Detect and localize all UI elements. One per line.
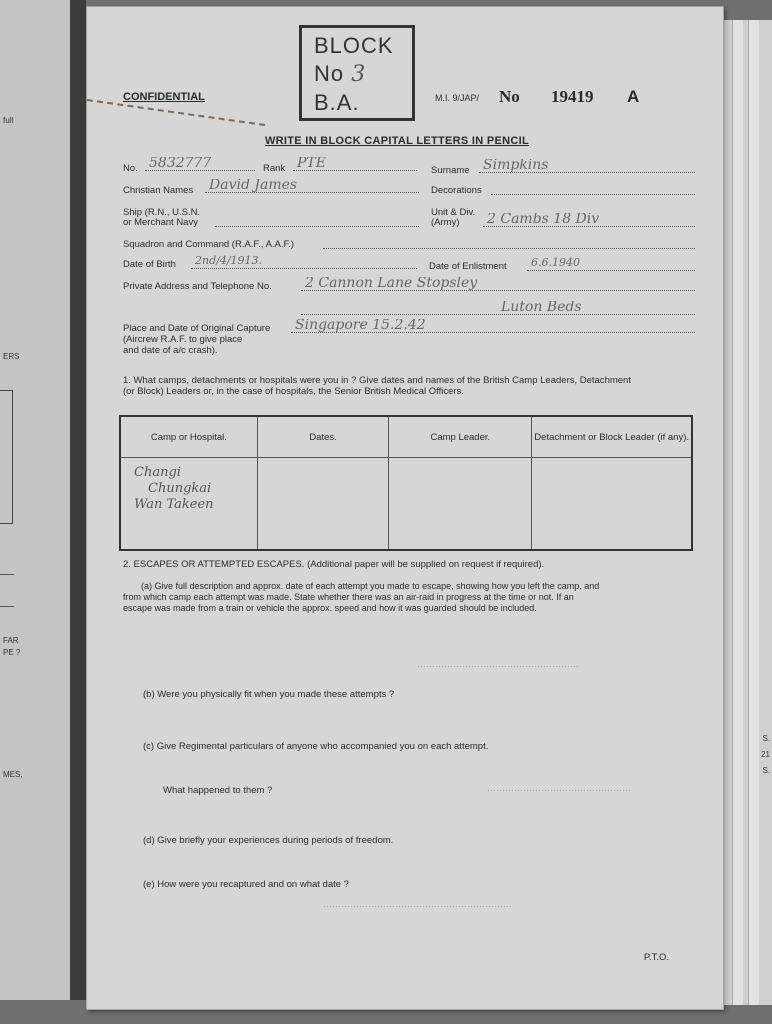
unit-label-2: (Army) <box>431 217 460 228</box>
decorations-field[interactable] <box>491 181 695 195</box>
page-edge <box>748 20 759 1005</box>
series-letter: A <box>627 87 640 106</box>
confidential-label: CONFIDENTIAL <box>123 91 205 103</box>
rank-label: Rank <box>263 163 286 174</box>
ship-label: Ship (R.N., U.S.N. <box>123 207 201 218</box>
right-page-fragment: S. <box>762 734 770 743</box>
date-of-birth-field[interactable]: 2nd/4/1913. <box>191 255 417 269</box>
address-field[interactable]: 2 Cannon Lane Stopsley <box>301 277 695 291</box>
column-block-leader: Detachment or Block Leader (if any). <box>532 416 692 458</box>
question-2d-text: (d) Give briefly your experiences during periods of freedom. <box>143 835 394 846</box>
enlistment-date-label: Date of Enlistment <box>429 261 507 272</box>
question-2a-text-2: from which camp each attempt was made. State whether there was an air-raid in progress at the time or not. If an <box>123 592 574 602</box>
christian-names-field[interactable]: David James <box>205 179 419 193</box>
left-page-fragment: PE ? <box>3 648 21 657</box>
capture-field[interactable]: Singapore 15.2.42 <box>291 319 695 333</box>
left-page-fragment: MES, <box>3 770 23 779</box>
question-2c-sub-text: What happened to them ? <box>163 785 273 796</box>
left-page-fragment: full <box>3 116 14 125</box>
camps-table-header <box>120 416 692 458</box>
surname-field[interactable]: Simpkins <box>479 159 695 173</box>
stamp-line-number: No 3 <box>314 61 367 87</box>
please-turn-over: P.T.O. <box>643 952 669 963</box>
left-page-fragment: FAR <box>3 636 19 645</box>
address-field-line-2[interactable]: Luton Beds <box>301 301 695 315</box>
camp-cell[interactable] <box>120 458 257 551</box>
column-dates: Dates. <box>257 416 389 458</box>
capture-label: Place and Date of Original Capture <box>123 323 271 334</box>
enlistment-date-field[interactable]: 6.6.1940 <box>527 257 695 271</box>
question-2e-text: (e) How were you recaptured and on what date ? <box>143 879 349 890</box>
ship-field[interactable] <box>215 213 419 227</box>
stamp-line-block: BLOCK <box>314 33 394 58</box>
stamp-handwritten-number: 3 <box>351 62 367 87</box>
service-number-label: No. <box>123 163 138 174</box>
service-number-field[interactable]: 5832777 <box>145 157 255 171</box>
form-number-label: No <box>499 87 520 106</box>
camp-entry: Wan Takeen <box>134 497 214 512</box>
bleed-through-text: ……………………………………………………… <box>323 899 512 909</box>
questionnaire-sheet <box>86 6 724 1010</box>
block-leader-cell[interactable] <box>532 458 692 551</box>
question-2b-text: (b) Were you physically fit when you made these attempts ? <box>143 689 395 700</box>
left-page-rule <box>0 606 14 607</box>
binder-spine <box>70 0 86 1000</box>
page-edge <box>732 20 743 1005</box>
unit-field[interactable]: 2 Cambs 18 Div <box>483 213 695 227</box>
column-camp-leader: Camp Leader. <box>389 416 532 458</box>
camps-table <box>119 415 693 551</box>
capture-label-2: (Aircrew R.A.F. to give place <box>123 334 243 345</box>
camp-list <box>122 459 256 513</box>
decorations-label: Decorations <box>431 185 482 196</box>
column-camp-or-hospital: Camp or Hospital. <box>120 416 257 458</box>
camp-leader-cell[interactable] <box>389 458 532 551</box>
right-page-fragment: 21 <box>761 750 770 759</box>
question-2c-text: (c) Give Regimental particulars of anyone who accompanied you on each attempt. <box>143 741 489 752</box>
dates-cell[interactable] <box>257 458 389 551</box>
surname-label: Surname <box>431 165 470 176</box>
bleed-through-text: ……………………………………………… <box>417 659 579 669</box>
binding-string <box>83 99 265 150</box>
date-of-birth-label: Date of Birth <box>123 259 176 270</box>
table-row <box>120 458 692 551</box>
question-1-text-2: (or Block) Leaders or, in the case of hospitals, the Senior British Medical Officers. <box>123 386 464 397</box>
camp-entry: Chungkai <box>148 481 212 496</box>
question-1-text: 1. What camps, detachments or hospitals were you in ? Give dates and names of the British Camp Leaders, Detachment <box>123 375 631 386</box>
address-label: Private Address and Telephone No. <box>123 281 272 292</box>
capture-label-3: and date of a/c crash). <box>123 345 218 356</box>
camp-entry: Changi <box>134 465 181 480</box>
squadron-label: Squadron and Command (R.A.F., A.A.F.) <box>123 239 295 250</box>
rank-field[interactable]: PTE <box>293 157 417 171</box>
question-2a-text: (a) Give full description and approx. date of each attempt you made to escape, showing how you left the camp, and <box>141 581 600 591</box>
bleed-through-text: ………………………………………… <box>487 783 631 793</box>
block-stamp <box>299 25 415 121</box>
question-2-heading: 2. ESCAPES OR ATTEMPTED ESCAPES. (Additional paper will be supplied on request if required). <box>123 559 545 570</box>
squadron-field[interactable] <box>323 235 695 249</box>
question-2a-text-3: escape was made from a train or vehicle the approx. speed and how it was guarded should be included. <box>123 603 537 613</box>
right-page-fragment: S. <box>762 766 770 775</box>
pencil-instruction: WRITE IN BLOCK CAPITAL LETTERS IN PENCIL <box>265 135 529 147</box>
left-page-rule <box>0 574 14 575</box>
left-page-box <box>0 390 13 524</box>
stamp-line-ba: B.A. <box>314 90 360 115</box>
form-number: 19419 <box>551 87 594 106</box>
left-page-fragment: ERS <box>3 352 20 361</box>
christian-names-label: Christian Names <box>123 185 194 196</box>
unit-label: Unit & Div. <box>431 207 476 218</box>
mi-reference: M.I. 9/JAP/ <box>435 93 480 103</box>
ship-label-2: or Merchant Navy <box>123 217 198 228</box>
